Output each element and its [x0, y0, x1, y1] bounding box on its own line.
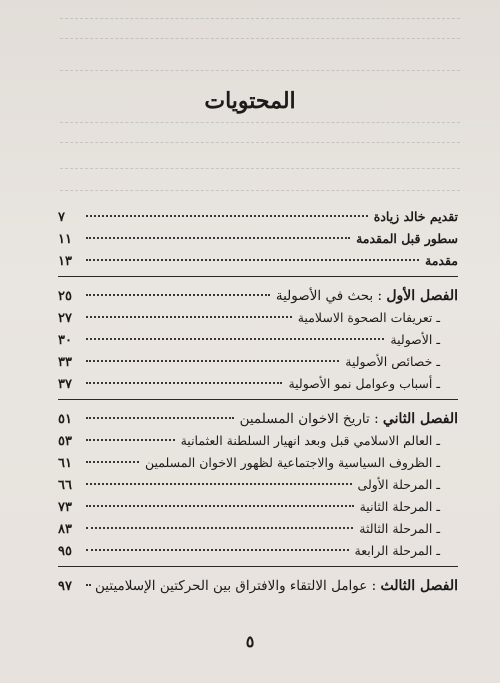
toc-entry-label: ـ تعريفات الصحوة الاسلامية	[297, 310, 440, 325]
toc-entry-label: ـ المرحلة الثانية	[359, 499, 440, 514]
chapter-title: : عوامل الالتقاء والافتراق بين الحركتين الإسلاميتين	[95, 578, 377, 594]
toc-entry-label	[240, 408, 458, 430]
toc-entry[interactable]	[58, 430, 458, 452]
dot-leader	[86, 407, 234, 419]
toc-entry-label: ـ الظروف السياسية والاجتماعية لظهور الاخوان المسلمين	[144, 455, 440, 470]
toc-entry[interactable]	[58, 518, 458, 540]
dot-leader	[86, 284, 270, 296]
toc-page-number: ٣٠	[58, 333, 72, 348]
toc-entry[interactable]	[58, 452, 458, 474]
toc-entry[interactable]	[58, 540, 458, 562]
dot-leader	[86, 574, 89, 586]
chapter-heading: الفصل الثالث	[380, 578, 458, 594]
dot-leader	[86, 539, 349, 551]
dot-leader	[86, 306, 292, 318]
bleed-through-line	[60, 168, 460, 170]
toc-page-number: ٦١	[58, 456, 72, 471]
toc-entry-label: ـ الأصولية	[390, 332, 440, 347]
toc-entry[interactable]	[58, 373, 458, 395]
toc-page-number: ٩٧	[58, 579, 72, 594]
toc-entry-label: سطور قبل المقدمة	[356, 231, 458, 246]
toc-entry-label: ـ المرحلة الثالثة	[359, 521, 440, 536]
toc-entry[interactable]	[58, 206, 458, 228]
chapter-heading: الفصل الأول	[386, 288, 458, 304]
toc-entry-label: ـ المرحلة الأولى	[357, 477, 440, 492]
bleed-through-line	[60, 38, 460, 40]
toc-page-number: ٨٣	[58, 522, 72, 537]
page-title: المحتويات	[204, 88, 296, 114]
bleed-through-line	[60, 18, 460, 20]
dot-leader	[86, 451, 139, 463]
toc-entry[interactable]	[58, 351, 458, 373]
dot-leader	[86, 495, 354, 507]
dot-leader	[86, 350, 339, 362]
toc-page-number: ٥٣	[58, 434, 72, 449]
bleed-through-line	[60, 122, 460, 124]
toc-entry[interactable]	[58, 307, 458, 329]
toc-page-number: ٢٧	[58, 311, 72, 326]
toc-entry[interactable]	[58, 575, 458, 597]
bleed-through-line	[60, 142, 460, 144]
toc-entry[interactable]	[58, 250, 458, 272]
toc-entry-label: ـ المرحلة الرابعة	[354, 543, 440, 558]
dot-leader	[86, 372, 282, 384]
toc-entry-label	[276, 285, 458, 307]
toc-entry-label: ـ أسباب وعوامل نمو الأصولية	[288, 376, 440, 391]
dot-leader	[86, 328, 384, 340]
toc-entry[interactable]	[58, 496, 458, 518]
dot-leader	[86, 473, 352, 485]
toc-page-number: ١١	[58, 232, 72, 247]
toc-entry[interactable]	[58, 228, 458, 250]
toc-entry[interactable]	[58, 329, 458, 351]
chapter-separator	[58, 276, 458, 277]
table-of-contents	[58, 206, 458, 597]
toc-entry[interactable]	[58, 474, 458, 496]
chapter-heading: الفصل الثاني	[382, 411, 458, 427]
dot-leader	[86, 429, 175, 441]
toc-page-number: ٢٥	[58, 289, 72, 304]
chapter-separator	[58, 566, 458, 567]
toc-page-number: ٧	[58, 210, 65, 225]
dot-leader	[86, 205, 368, 217]
toc-page-number: ٥١	[58, 412, 72, 427]
dot-leader	[86, 517, 353, 529]
toc-entry[interactable]	[58, 408, 458, 430]
chapter-separator	[58, 399, 458, 400]
toc-page-number: ٦٦	[58, 478, 72, 493]
toc-entry-label	[95, 575, 458, 597]
chapter-title: : تاريخ الاخوان المسلمين	[239, 411, 379, 427]
bleed-through-line	[60, 190, 460, 192]
toc-page-number: ١٣	[58, 254, 72, 269]
dot-leader	[86, 249, 419, 261]
toc-entry-label: ـ العالم الاسلامي قبل وبعد انهيار السلطنة العثمانية	[180, 433, 440, 448]
bleed-through-line	[60, 70, 460, 72]
chapter-title: : بحث في الأصولية	[275, 288, 383, 304]
page-number: ٥	[245, 632, 255, 651]
toc-entry-label: مقدمة	[425, 253, 458, 268]
toc-entry-label: تقديم خالد زيادة	[373, 209, 458, 224]
dot-leader	[86, 227, 350, 239]
toc-entry-label: ـ خصائص الأصولية	[345, 354, 440, 369]
toc-page-number: ٩٥	[58, 544, 72, 559]
toc-entry[interactable]	[58, 285, 458, 307]
toc-page-number: ٣٧	[58, 377, 72, 392]
toc-page-number: ٣٣	[58, 355, 72, 370]
toc-page-number: ٧٣	[58, 500, 72, 515]
